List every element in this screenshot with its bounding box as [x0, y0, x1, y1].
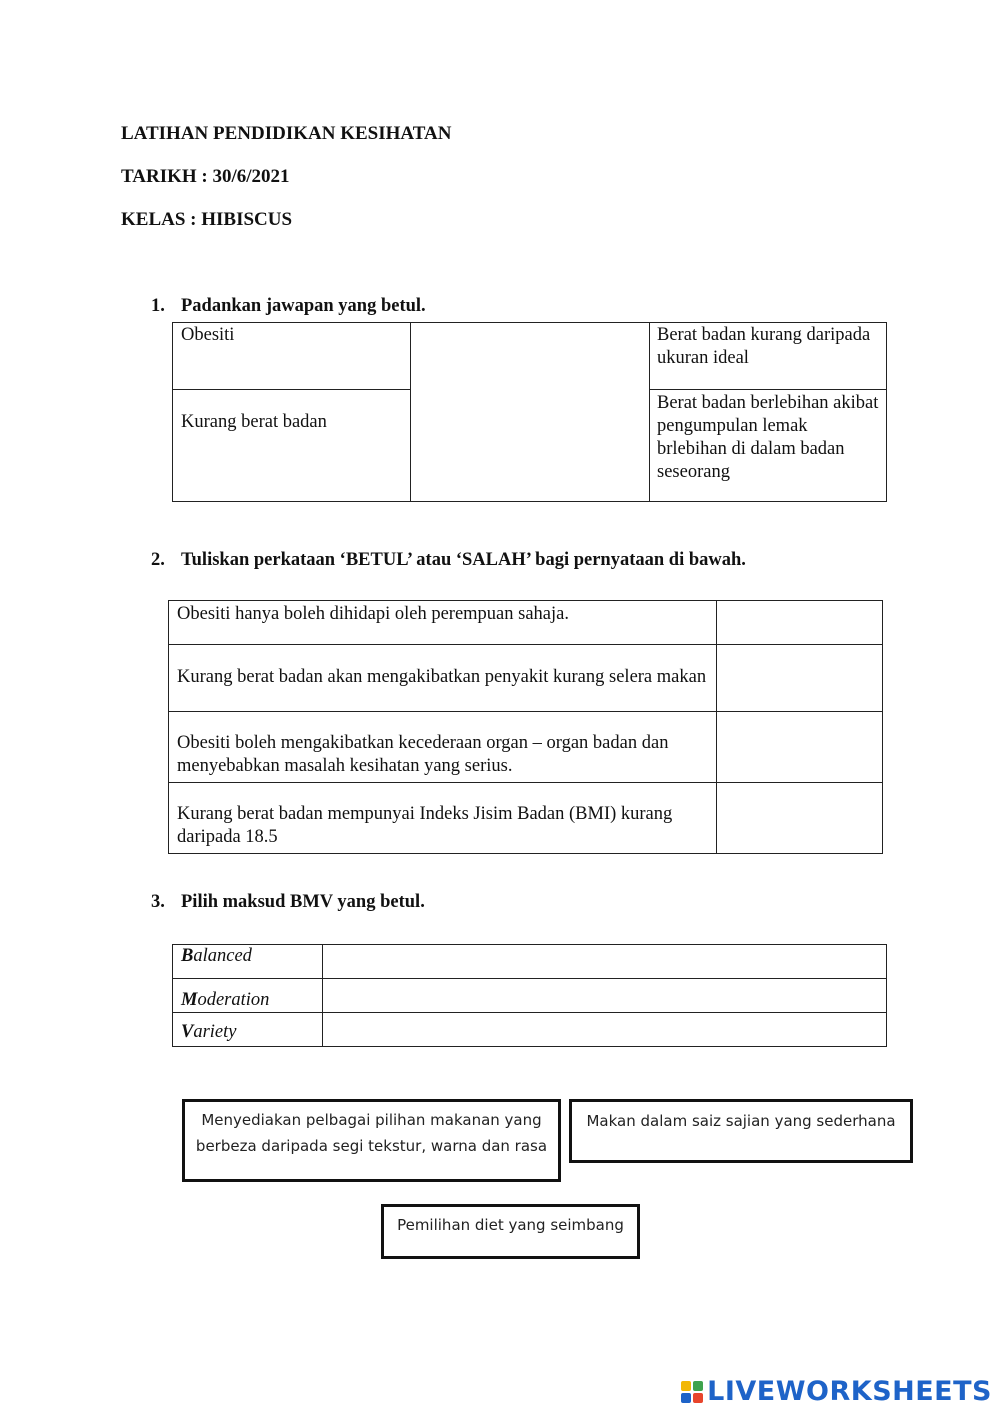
- answer-cell[interactable]: [717, 712, 883, 783]
- liveworksheets-logo-icon: [681, 1381, 703, 1403]
- bmv-initial: M: [181, 990, 198, 1010]
- table-row: [173, 1013, 887, 1047]
- bmv-drop-cell[interactable]: [323, 979, 887, 1013]
- matching-line-area[interactable]: [411, 323, 649, 501]
- statement-cell: Kurang berat badan mempunyai Indeks Jisim Badan (BMI) kurang daripada 18.5: [169, 783, 717, 854]
- statement-cell: Kurang berat badan akan mengakibatkan penyakit kurang selera makan: [169, 645, 717, 712]
- match-left-item[interactable]: Kurang berat badan: [181, 412, 327, 432]
- statement-cell: Obesiti boleh mengakibatkan kecederaan organ – organ badan dan menyebabkan masalah kesihatan yang serius.: [169, 712, 717, 783]
- bmv-rest: ariety: [193, 1022, 237, 1042]
- question-1-title: [151, 296, 426, 317]
- class-label: KELAS : HIBISCUS: [121, 209, 293, 230]
- bmv-initial: V: [181, 1022, 194, 1042]
- table-row: [173, 945, 887, 979]
- table-row: [169, 601, 883, 645]
- bmv-word-variety: [173, 1013, 323, 1047]
- bmv-table: [172, 944, 887, 1047]
- option-card-moderation[interactable]: Makan dalam saiz sajian yang sederhana: [569, 1099, 913, 1163]
- bmv-initial: B: [181, 946, 194, 966]
- answer-cell[interactable]: [717, 783, 883, 854]
- liveworksheets-logo-text: LIVEWORKSHEETS: [707, 1376, 992, 1407]
- table-row: [169, 783, 883, 854]
- question-3-number: 3.: [151, 892, 165, 912]
- bmv-word-balanced: [173, 945, 323, 979]
- true-false-table: [168, 600, 883, 854]
- matching-row-line-left: [172, 389, 410, 390]
- question-2-title: [151, 550, 746, 571]
- bmv-rest: oderation: [197, 990, 270, 1010]
- match-right-item[interactable]: Berat badan kurang daripada ukuran ideal: [657, 325, 871, 368]
- match-left-item[interactable]: Obesiti: [181, 325, 235, 345]
- answer-cell[interactable]: [717, 601, 883, 645]
- table-row: [173, 979, 887, 1013]
- bmv-drop-cell[interactable]: [323, 1013, 887, 1047]
- date-label: TARIKH : 30/6/2021: [121, 166, 290, 187]
- match-right-item[interactable]: Berat badan berlebihan akibat pengumpulan lemak brlebihan di dalam badan seseorang: [657, 393, 879, 482]
- bmv-word-moderation: [173, 979, 323, 1013]
- table-row: [169, 712, 883, 783]
- option-card-balanced[interactable]: Pemilihan diet yang seimbang: [381, 1204, 640, 1259]
- question-1-text: Padankan jawapan yang betul.: [181, 296, 426, 316]
- worksheet-title: LATIHAN PENDIDIKAN KESIHATAN: [121, 123, 452, 144]
- option-card-variety[interactable]: Menyediakan pelbagai pilihan makanan yang berbeza daripada segi tekstur, warna dan rasa: [182, 1099, 561, 1182]
- matching-divider-right: [649, 322, 650, 502]
- table-row: [169, 645, 883, 712]
- matching-row-line-right: [649, 389, 887, 390]
- bmv-rest: alanced: [193, 946, 252, 966]
- question-3-title: [151, 892, 425, 913]
- question-2-text: Tuliskan perkataan ‘BETUL’ atau ‘SALAH’ bagi pernyataan di bawah.: [181, 550, 746, 570]
- liveworksheets-logo: [681, 1376, 992, 1407]
- statement-cell: Obesiti hanya boleh dihidapi oleh perempuan sahaja.: [169, 601, 717, 645]
- answer-cell[interactable]: [717, 645, 883, 712]
- question-2-number: 2.: [151, 550, 165, 570]
- bmv-drop-cell[interactable]: [323, 945, 887, 979]
- question-3-text: Pilih maksud BMV yang betul.: [181, 892, 425, 912]
- question-1-number: 1.: [151, 296, 165, 316]
